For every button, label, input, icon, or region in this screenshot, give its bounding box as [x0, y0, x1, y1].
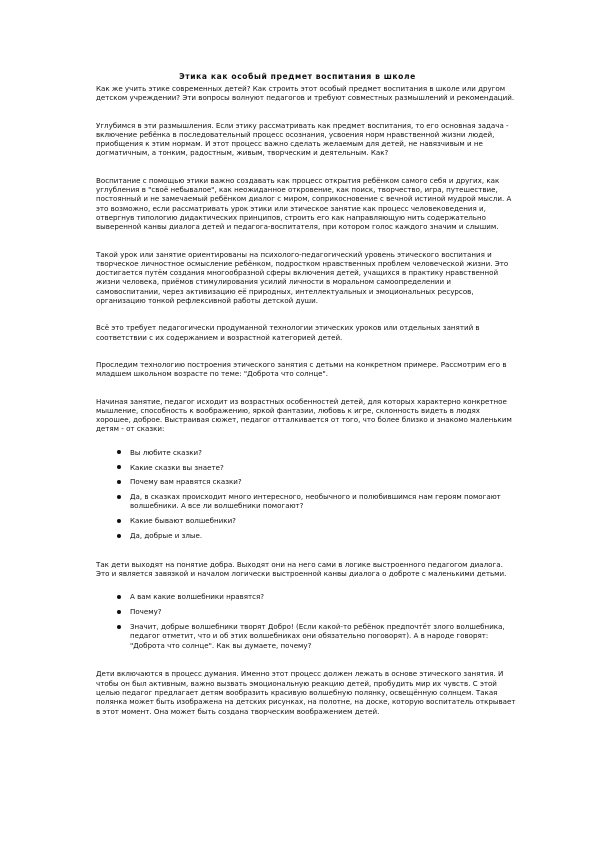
body-paragraph: Такой урок или занятие ориентированы на психолого-педагогический уровень этического воспитания и творческое личностное осмысление ребёнком, подростком нравственных проблем человеческой жизни. Это достигается путём создания многообразной сферы включения детей, учащихся в практику нравственной жизни человека, приёмов стимулирования усилий личности в моральном самоопределении и самовоспитании, через активизацию её природных, интеллектуальных и эмоциональных ресурсов, организацию тонкой рефлексивной работы детской души. — [96, 249, 509, 306]
bullet-icon — [117, 465, 121, 469]
bullet-icon — [117, 534, 121, 538]
bullet-icon — [117, 480, 121, 484]
list-item: Почему? — [96, 607, 516, 616]
bullet-icon — [117, 519, 121, 523]
body-paragraph: Углубимся в эти размышления. Если этику рассматривать как предмет воспитания, то его основная задача - включение ребёнка в последовательный процесс осознания, усвоения норм нравственной жизни людей, приобщения к этим нормам. И этот процесс важно сделать желаемым для детей, не навязчивым и не догматичным, а тонким, радостным, живым, творческим и деятельным. Как? — [96, 120, 509, 158]
bullet-icon — [117, 450, 121, 454]
list-item: Какие бывают волшебники? — [96, 516, 516, 525]
list-item: Значит, добрые волшебники творят Добро! (Если какой-то ребёнок предпочтёт злого волшебника, педагог отметит, что и об этих волшебниках они обязательно поговорят). А в народе говорят: "Доброта что солнце". Как вы думаете, почему? — [96, 622, 516, 650]
list-item: Почему вам нравятся сказки? — [96, 477, 516, 486]
bullet-icon — [117, 495, 121, 499]
bullet-icon — [117, 610, 121, 614]
document-body — [96, 84, 516, 716]
body-paragraph: Проследим технологию построения этического занятия с детьми на конкретном примере. Рассмотрим его в младшем школьном возрасте по теме: "Доброта что солнце". — [96, 359, 507, 379]
list-item: А вам какие волшебники нравятся? — [96, 592, 516, 601]
body-paragraph: Так дети выходят на понятие добра. Выходят они на него сами в логике выстроенного педагогом диалога. Это и является завязкой и началом логически выстроенной канвы диалога о доброте с маленькими детьми. — [96, 559, 507, 579]
body-paragraph: Всё это требует педагогически продуманной технологии этических уроков или отдельных занятий в соответствии с их содержанием и возрастной категорией детей. — [96, 323, 480, 342]
list-item: Да, в сказках происходит много интересного, необычного и полюбившимся нам героям помогают волшебники. А все ли волшебники помогают? — [96, 492, 516, 511]
body-paragraph: Начиная занятие, педагог исходит из возрастных особенностей детей, для которых характерно конкретное мышление, способность к воображению, яркой фантазии, любовь к игре, склонность видеть в людях хорошее, доброе. Выстраивая сюжет, педагог отталкивается от того, что более близко и знакомо маленьким детям - от сказки: — [96, 396, 512, 434]
intro-paragraph: Как же учить этике современных детей? Как строить этот особый предмет воспитания в школе или другом детском учреждении? Эти вопросы волнуют педагогов и требуют совместных размышлений и рекомендаций. — [96, 84, 515, 103]
body-paragraph: Воспитание с помощью этики важно создавать как процесс открытия ребёнком самого себя и других, как углубления в "своё небывалое", как неожиданное откровение, как поиск, творчество, игра, путешествие, постоянный и не замечаемый ребёнком диалог с миром, соприкосновение с вечной истиной мудрой мысли. А это возможно, если рассматривать урок этики или этическое занятие как процесс человековедения и, отвергнув типологию дидактических принципов, строить его как направляющую нить содержательно выверенной канвы диалога детей и педагога-воспитателя, при котором голос каждого значим и слышим. — [96, 175, 512, 232]
list-item: Вы любите сказки? — [96, 448, 516, 457]
bullet-icon — [117, 625, 121, 629]
list-item: Да, добрые и злые. — [96, 531, 516, 540]
bullet-icon — [117, 595, 121, 599]
closing-paragraph: Дети включаются в процесс думания. Именно этот процесс должен лежать в основе этического занятия. И чтобы он был активным, важно вызвать эмоциональную реакцию детей, пробудить мир их чувств. С этой целью педагог предлагает детям вообразить красивую волшебную полянку, освещённую солнцем. Такая полянка может быть изображена на детских рисунках, на полотне, на доске, которую воспитатель открывает в этот момент. Она может быть создана творческим воображением детей. — [96, 669, 516, 716]
document-title: Этика как особый предмет воспитания в школе — [179, 72, 416, 81]
list-item: Какие сказки вы знаете? — [96, 463, 516, 472]
dialogue-list-1 — [96, 448, 516, 541]
dialogue-list-2 — [96, 592, 516, 649]
